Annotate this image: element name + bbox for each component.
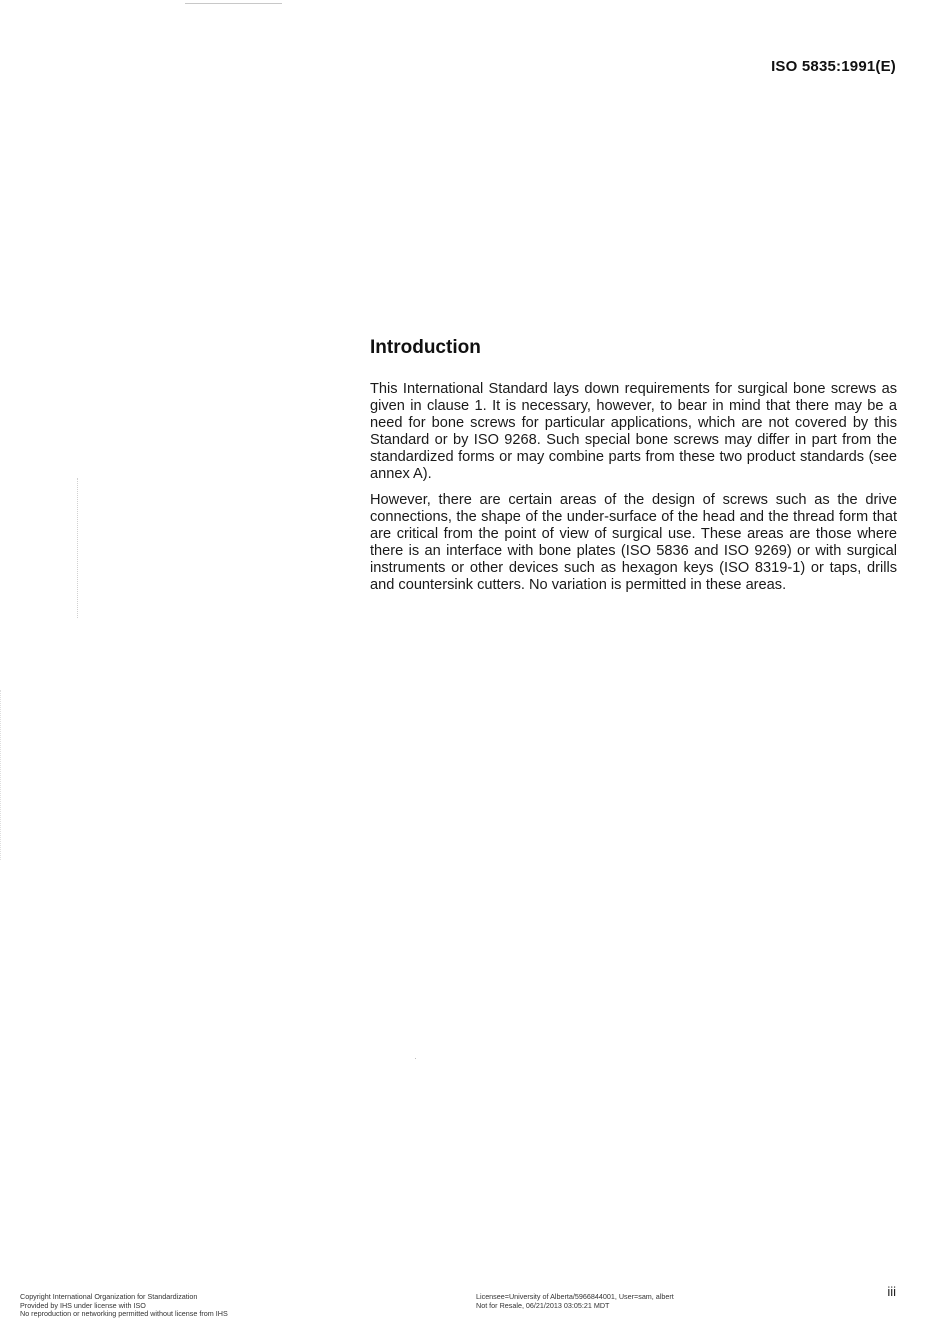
footer-line: Not for Resale, 06/21/2013 03:05:21 MDT bbox=[476, 1300, 610, 1310]
footer-line: Copyright International Organization for Standardization bbox=[20, 1292, 198, 1301]
document-identifier: ISO 5835:1991(E) bbox=[771, 58, 896, 75]
page-number: iii bbox=[887, 1284, 896, 1299]
footer-copyright bbox=[20, 1293, 228, 1319]
paragraph-2: However, there are certain areas of the design of screws such as the drive connections, the shape of the under-surface of the head and the thread form that are critical from the point of view of surgical use. These areas are those where there is an interface with bone plates (ISO 5836 and ISO 9269) or with surgical instruments or other devices such as hexagon keys (ISO 8319-1) or taps, drills and countersink cutters. No variation is permitted in these areas. bbox=[370, 492, 897, 593]
footer-license bbox=[476, 1293, 674, 1310]
section-title: Introduction bbox=[370, 337, 481, 358]
scan-artifact bbox=[0, 690, 2, 860]
footer-line: Licensee=University of Alberta/5966844001, User=sam, albert bbox=[476, 1292, 674, 1301]
body-text bbox=[370, 381, 897, 603]
footer-line: Provided by IHS under license with ISO bbox=[20, 1300, 146, 1310]
paragraph-1: This International Standard lays down requirements for surgical bone screws as given in clause 1. It is necessary, however, to bear in mind that there may be a need for bone screws for particular applications, which are not covered by this Standard or by ISO 9268. Such special bone screws may differ in part from the standardized forms or may combine parts from these two product standards (see annex A). bbox=[370, 381, 897, 482]
footer-line: No reproduction or networking permitted without license from IHS bbox=[20, 1309, 228, 1319]
top-scan-rule bbox=[185, 3, 282, 4]
scan-artifact bbox=[77, 478, 79, 618]
scan-artifact bbox=[415, 1058, 416, 1059]
